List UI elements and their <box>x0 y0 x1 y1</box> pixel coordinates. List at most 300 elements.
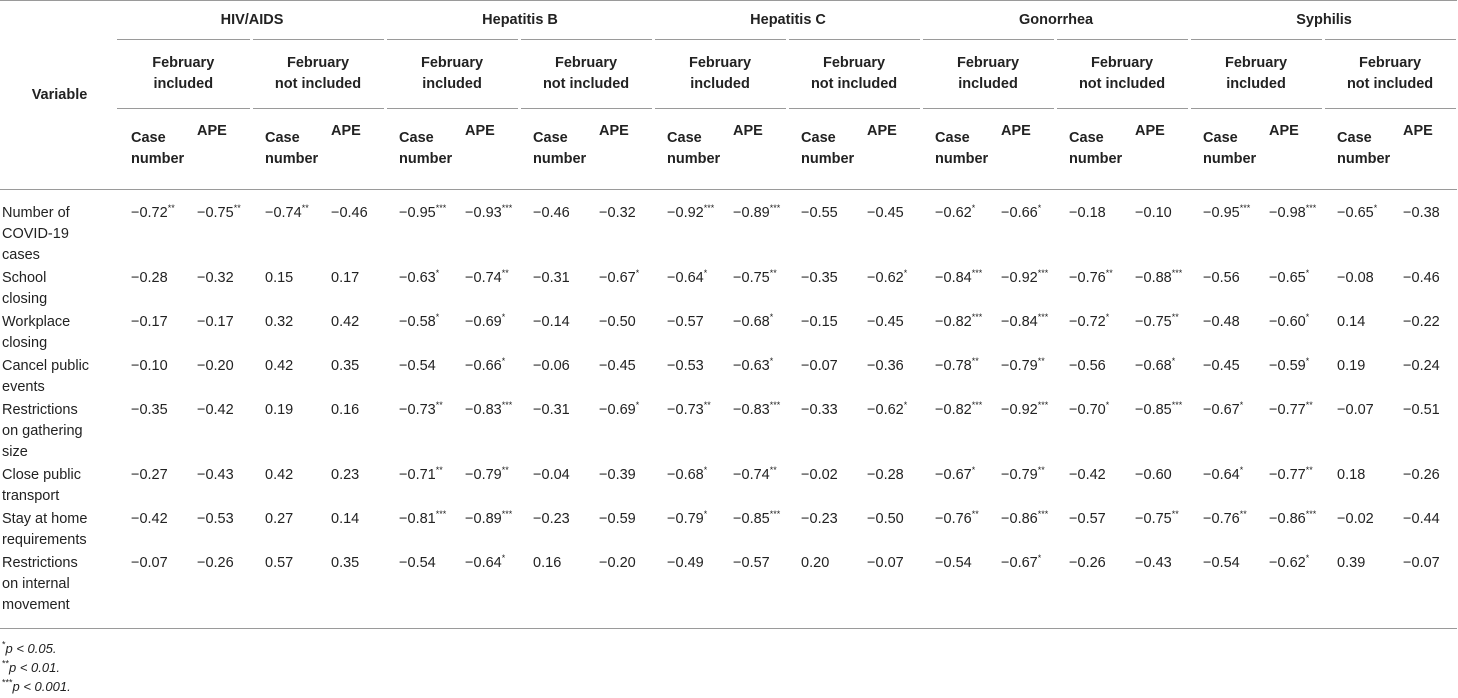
value-number: −0.83 <box>733 402 770 418</box>
value-cell <box>1189 465 1255 509</box>
value-number: −0.53 <box>667 358 704 374</box>
value-cell <box>183 400 251 465</box>
value-number: −0.64 <box>1203 467 1240 483</box>
value-number: −0.26 <box>197 555 234 571</box>
table-body <box>0 190 1457 629</box>
group-header-line2: not included <box>810 76 898 92</box>
value-cell <box>987 268 1055 312</box>
significance-mark: *** <box>1171 268 1183 279</box>
value-cell <box>1255 465 1323 509</box>
value-cell <box>1189 400 1255 465</box>
value-cell <box>385 465 451 509</box>
group-header <box>787 40 921 109</box>
value-number: 0.39 <box>1337 555 1366 571</box>
disease-header: Hepatitis C <box>653 1 921 40</box>
significance-mark: ** <box>703 400 711 411</box>
value-cell <box>1323 553 1389 629</box>
value-cell <box>1389 190 1457 269</box>
value-number: 0.18 <box>1337 467 1366 483</box>
value-cell <box>251 268 317 312</box>
value-cell <box>1121 190 1189 269</box>
value-cell <box>1255 400 1323 465</box>
value-number: −0.15 <box>801 314 838 330</box>
value-cell <box>1055 312 1121 356</box>
value-cell <box>1389 465 1457 509</box>
disease-header: HIV/AIDS <box>117 1 385 40</box>
value-cell <box>987 356 1055 400</box>
variable-label-line: closing <box>2 335 48 351</box>
ape-header: APE <box>183 109 251 190</box>
disease-header: Gonorrhea <box>921 1 1189 40</box>
significance-mark: *** <box>1239 203 1251 214</box>
significance-mark: ** <box>1037 465 1045 476</box>
footnote-mark: * <box>2 639 6 650</box>
value-cell <box>1055 553 1121 629</box>
value-number: −0.28 <box>867 467 904 483</box>
value-number: 0.16 <box>331 402 360 418</box>
significance-mark: *** <box>435 509 447 520</box>
value-number: 0.20 <box>801 555 830 571</box>
case-header-line2: number <box>265 151 319 167</box>
value-number: −0.22 <box>1403 314 1440 330</box>
value-cell <box>183 553 251 629</box>
value-cell <box>719 553 787 629</box>
value-cell <box>1189 553 1255 629</box>
value-number: −0.71 <box>399 467 436 483</box>
variable-label-line: Workplace <box>2 314 71 330</box>
value-cell <box>719 465 787 509</box>
case-header-line1: Case <box>667 130 702 146</box>
significance-mark: *** <box>971 312 983 323</box>
value-number: −0.78 <box>935 358 972 374</box>
value-cell <box>921 190 987 269</box>
value-number: −0.28 <box>131 270 168 286</box>
significance-mark: * <box>1037 203 1042 214</box>
significance-mark: *** <box>769 203 781 214</box>
value-cell <box>1389 356 1457 400</box>
significance-mark: * <box>769 312 774 323</box>
significance-mark: ** <box>435 465 443 476</box>
value-number: 0.27 <box>265 511 294 527</box>
footnote-text: p < 0.01. <box>9 660 60 675</box>
value-cell <box>317 509 385 553</box>
value-cell <box>719 190 787 269</box>
value-cell <box>451 190 519 269</box>
significance-mark: * <box>501 356 506 367</box>
value-number: 0.35 <box>331 358 360 374</box>
group-header-line1: February <box>555 55 618 71</box>
value-cell <box>653 509 719 553</box>
significance-mark: * <box>1171 356 1176 367</box>
value-cell <box>787 190 853 269</box>
variable-label-line: cases <box>2 247 40 263</box>
value-number: −0.76 <box>1069 270 1106 286</box>
value-number: −0.83 <box>465 402 502 418</box>
value-cell <box>585 312 653 356</box>
significance-mark: ** <box>1105 268 1113 279</box>
value-number: −0.69 <box>465 314 502 330</box>
value-cell <box>1323 356 1389 400</box>
group-header-line1: February <box>1091 55 1154 71</box>
value-number: −0.65 <box>1269 270 1306 286</box>
value-number: −0.55 <box>801 205 838 221</box>
value-number: −0.51 <box>1403 402 1440 418</box>
value-number: −0.67 <box>1203 402 1240 418</box>
value-cell <box>853 400 921 465</box>
value-cell <box>317 400 385 465</box>
value-cell <box>921 400 987 465</box>
group-header-line1: February <box>152 55 215 71</box>
value-number: −0.06 <box>533 358 570 374</box>
significance-mark: * <box>635 268 640 279</box>
value-number: −0.26 <box>1403 467 1440 483</box>
value-cell <box>787 400 853 465</box>
value-cell <box>251 356 317 400</box>
value-number: −0.75 <box>1135 511 1172 527</box>
table-header <box>0 1 1457 190</box>
value-number: −0.07 <box>131 555 168 571</box>
value-number: −0.23 <box>533 511 570 527</box>
value-number: −0.54 <box>935 555 972 571</box>
value-cell <box>853 553 921 629</box>
value-number: −0.50 <box>867 511 904 527</box>
value-number: −0.82 <box>935 314 972 330</box>
value-number: −0.56 <box>1069 358 1106 374</box>
significance-mark: * <box>501 553 506 564</box>
value-number: −0.32 <box>599 205 636 221</box>
value-cell <box>317 190 385 269</box>
footnote <box>2 677 1458 696</box>
case-header-line2: number <box>131 151 185 167</box>
value-number: −0.79 <box>1001 358 1038 374</box>
value-number: −0.92 <box>1001 402 1038 418</box>
value-cell <box>317 553 385 629</box>
significance-mark: ** <box>1305 465 1313 476</box>
value-number: −0.36 <box>867 358 904 374</box>
footnote <box>2 658 1458 677</box>
value-number: −0.62 <box>867 270 904 286</box>
variable-header: Variable <box>0 1 117 190</box>
significance-mark: * <box>501 312 506 323</box>
significance-mark: *** <box>501 203 513 214</box>
significance-mark: ** <box>769 465 777 476</box>
ape-header: APE <box>1121 109 1189 190</box>
value-number: −0.68 <box>667 467 704 483</box>
value-cell <box>585 190 653 269</box>
value-number: −0.45 <box>1203 358 1240 374</box>
significance-mark: ** <box>435 400 443 411</box>
group-header-line2: included <box>422 76 482 92</box>
variable-label-line: Number of <box>2 205 70 221</box>
group-header-line1: February <box>1225 55 1288 71</box>
value-cell <box>719 356 787 400</box>
value-cell <box>451 465 519 509</box>
value-number: −0.42 <box>197 402 234 418</box>
value-cell <box>853 268 921 312</box>
value-number: −0.64 <box>667 270 704 286</box>
footnote-mark: ** <box>2 658 10 669</box>
value-number: −0.74 <box>265 205 302 221</box>
value-number: −0.35 <box>131 402 168 418</box>
group-header-line1: February <box>823 55 886 71</box>
value-cell <box>719 268 787 312</box>
significance-mark: * <box>1305 553 1310 564</box>
value-number: −0.57 <box>1069 511 1106 527</box>
case-number-header <box>117 109 183 190</box>
value-cell <box>251 400 317 465</box>
variable-label <box>0 465 117 509</box>
case-number-header <box>251 109 317 190</box>
value-cell <box>117 553 183 629</box>
footnote-text: p < 0.05. <box>5 641 57 656</box>
value-number: −0.45 <box>867 205 904 221</box>
value-number: −0.38 <box>1403 205 1440 221</box>
value-number: −0.39 <box>599 467 636 483</box>
variable-label-line: requirements <box>2 532 87 548</box>
case-header-line1: Case <box>1337 130 1372 146</box>
value-number: −0.98 <box>1269 205 1306 221</box>
value-cell <box>1055 268 1121 312</box>
value-number: −0.20 <box>599 555 636 571</box>
value-number: 0.19 <box>1337 358 1366 374</box>
case-header-line2: number <box>801 151 855 167</box>
case-header-line2: number <box>1203 151 1257 167</box>
value-number: −0.82 <box>935 402 972 418</box>
value-number: −0.07 <box>801 358 838 374</box>
ape-header: APE <box>451 109 519 190</box>
value-number: −0.85 <box>1135 402 1172 418</box>
value-number: −0.46 <box>1403 270 1440 286</box>
group-header-line1: February <box>421 55 484 71</box>
value-cell <box>653 312 719 356</box>
value-number: 0.32 <box>265 314 294 330</box>
value-number: −0.43 <box>197 467 234 483</box>
value-number: −0.67 <box>935 467 972 483</box>
variable-label-line: on internal <box>2 576 70 592</box>
significance-mark: ** <box>971 509 979 520</box>
significance-mark: ** <box>1171 312 1179 323</box>
value-cell <box>117 312 183 356</box>
value-cell <box>585 465 653 509</box>
value-cell <box>987 465 1055 509</box>
value-number: −0.33 <box>801 402 838 418</box>
case-number-header <box>1055 109 1121 190</box>
significance-mark: * <box>971 465 976 476</box>
value-number: −0.54 <box>399 555 436 571</box>
significance-mark: * <box>903 268 908 279</box>
group-header <box>251 40 385 109</box>
value-number: −0.26 <box>1069 555 1106 571</box>
value-number: −0.46 <box>331 205 368 221</box>
significance-mark: * <box>1105 312 1110 323</box>
value-cell <box>519 400 585 465</box>
value-cell <box>585 553 653 629</box>
significance-mark: * <box>1105 400 1110 411</box>
significance-mark: * <box>703 465 708 476</box>
significance-mark: *** <box>769 400 781 411</box>
value-number: −0.57 <box>733 555 770 571</box>
value-cell <box>251 465 317 509</box>
value-number: 0.35 <box>331 555 360 571</box>
case-header-line1: Case <box>265 130 300 146</box>
value-cell <box>921 356 987 400</box>
group-header-line2: not included <box>1346 76 1434 92</box>
value-number: −0.49 <box>667 555 704 571</box>
significance-mark: *** <box>703 203 715 214</box>
significance-mark: *** <box>1037 268 1049 279</box>
value-cell <box>1055 190 1121 269</box>
value-cell <box>719 400 787 465</box>
value-number: −0.42 <box>1069 467 1106 483</box>
value-cell <box>1055 400 1121 465</box>
case-number-header <box>921 109 987 190</box>
value-number: −0.07 <box>867 555 904 571</box>
group-header-line1: February <box>957 55 1020 71</box>
significance-mark: ** <box>1305 400 1313 411</box>
value-cell <box>117 190 183 269</box>
value-number: −0.67 <box>599 270 636 286</box>
value-number: −0.72 <box>1069 314 1106 330</box>
value-cell <box>1389 312 1457 356</box>
case-header-line1: Case <box>1203 130 1238 146</box>
value-cell <box>317 465 385 509</box>
group-header-line1: February <box>1359 55 1422 71</box>
value-number: −0.35 <box>801 270 838 286</box>
ape-header: APE <box>1255 109 1323 190</box>
value-cell <box>787 356 853 400</box>
variable-label-line: Restrictions <box>2 402 78 418</box>
variable-label <box>0 553 117 629</box>
value-cell <box>117 268 183 312</box>
value-number: −0.68 <box>733 314 770 330</box>
case-number-header <box>519 109 585 190</box>
value-number: −0.20 <box>197 358 234 374</box>
value-cell <box>251 553 317 629</box>
case-number-header <box>1189 109 1255 190</box>
value-number: −0.92 <box>1001 270 1038 286</box>
value-cell <box>1323 312 1389 356</box>
value-cell <box>987 553 1055 629</box>
value-number: −0.76 <box>1203 511 1240 527</box>
group-header-line2: included <box>153 76 214 92</box>
significance-mark: * <box>1037 553 1042 564</box>
value-number: 0.15 <box>265 270 294 286</box>
value-cell <box>653 268 719 312</box>
significance-mark: *** <box>971 268 983 279</box>
significance-mark: ** <box>233 203 241 214</box>
value-cell <box>1323 400 1389 465</box>
value-cell <box>1055 509 1121 553</box>
variable-label-line: Restrictions <box>2 555 78 571</box>
value-cell <box>451 356 519 400</box>
group-header-line2: included <box>1226 76 1286 92</box>
significance-mark: * <box>1305 268 1310 279</box>
value-number: −0.93 <box>465 205 502 221</box>
value-number: −0.79 <box>465 467 502 483</box>
value-cell <box>385 356 451 400</box>
value-cell <box>1121 553 1189 629</box>
value-cell <box>585 509 653 553</box>
value-number: −0.31 <box>533 270 570 286</box>
value-number: −0.68 <box>1135 358 1172 374</box>
value-cell <box>1121 465 1189 509</box>
value-number: −0.10 <box>131 358 168 374</box>
value-cell <box>251 190 317 269</box>
value-number: −0.24 <box>1403 358 1440 374</box>
significance-mark: * <box>1239 400 1244 411</box>
value-cell <box>1055 465 1121 509</box>
value-number: −0.62 <box>867 402 904 418</box>
value-number: −0.07 <box>1337 402 1374 418</box>
value-number: −0.02 <box>801 467 838 483</box>
table-row <box>0 553 1457 629</box>
case-number-header <box>1323 109 1389 190</box>
group-header <box>519 40 653 109</box>
value-cell <box>251 312 317 356</box>
significance-mark: *** <box>501 509 513 520</box>
value-cell <box>183 190 251 269</box>
value-number: −0.74 <box>733 467 770 483</box>
value-cell <box>385 312 451 356</box>
value-number: −0.17 <box>131 314 168 330</box>
group-header <box>921 40 1055 109</box>
disease-header: Syphilis <box>1189 1 1457 40</box>
value-cell <box>1389 268 1457 312</box>
significance-mark: * <box>971 203 976 214</box>
case-header-line2: number <box>533 151 587 167</box>
value-cell <box>585 400 653 465</box>
significance-mark: ** <box>167 203 175 214</box>
value-cell <box>653 465 719 509</box>
variable-label <box>0 509 117 553</box>
variable-label <box>0 190 117 269</box>
value-number: −0.08 <box>1337 270 1374 286</box>
value-cell <box>1255 268 1323 312</box>
case-header-line1: Case <box>533 130 568 146</box>
value-cell <box>451 268 519 312</box>
value-cell <box>853 312 921 356</box>
significance-mark: * <box>435 268 440 279</box>
value-cell <box>317 356 385 400</box>
value-number: −0.72 <box>131 205 168 221</box>
significance-mark: *** <box>1037 312 1049 323</box>
group-header <box>385 40 519 109</box>
value-cell <box>183 312 251 356</box>
significance-mark: *** <box>971 400 983 411</box>
table-row <box>0 268 1457 312</box>
significance-mark: * <box>1373 203 1378 214</box>
value-number: −0.48 <box>1203 314 1240 330</box>
value-number: −0.73 <box>667 402 704 418</box>
value-cell <box>385 400 451 465</box>
variable-label-line: Stay at home <box>2 511 88 527</box>
value-number: −0.18 <box>1069 205 1106 221</box>
value-number: −0.88 <box>1135 270 1172 286</box>
value-cell <box>451 553 519 629</box>
case-header-line2: number <box>935 151 989 167</box>
value-cell <box>1389 553 1457 629</box>
value-cell <box>1255 356 1323 400</box>
value-number: 0.42 <box>265 358 294 374</box>
significance-mark: ** <box>501 268 509 279</box>
significance-mark: ** <box>971 356 979 367</box>
value-cell <box>585 356 653 400</box>
group-header-line1: February <box>286 55 350 71</box>
value-cell <box>117 465 183 509</box>
ape-header: APE <box>317 109 385 190</box>
value-number: −0.60 <box>1135 467 1172 483</box>
value-cell <box>1055 356 1121 400</box>
